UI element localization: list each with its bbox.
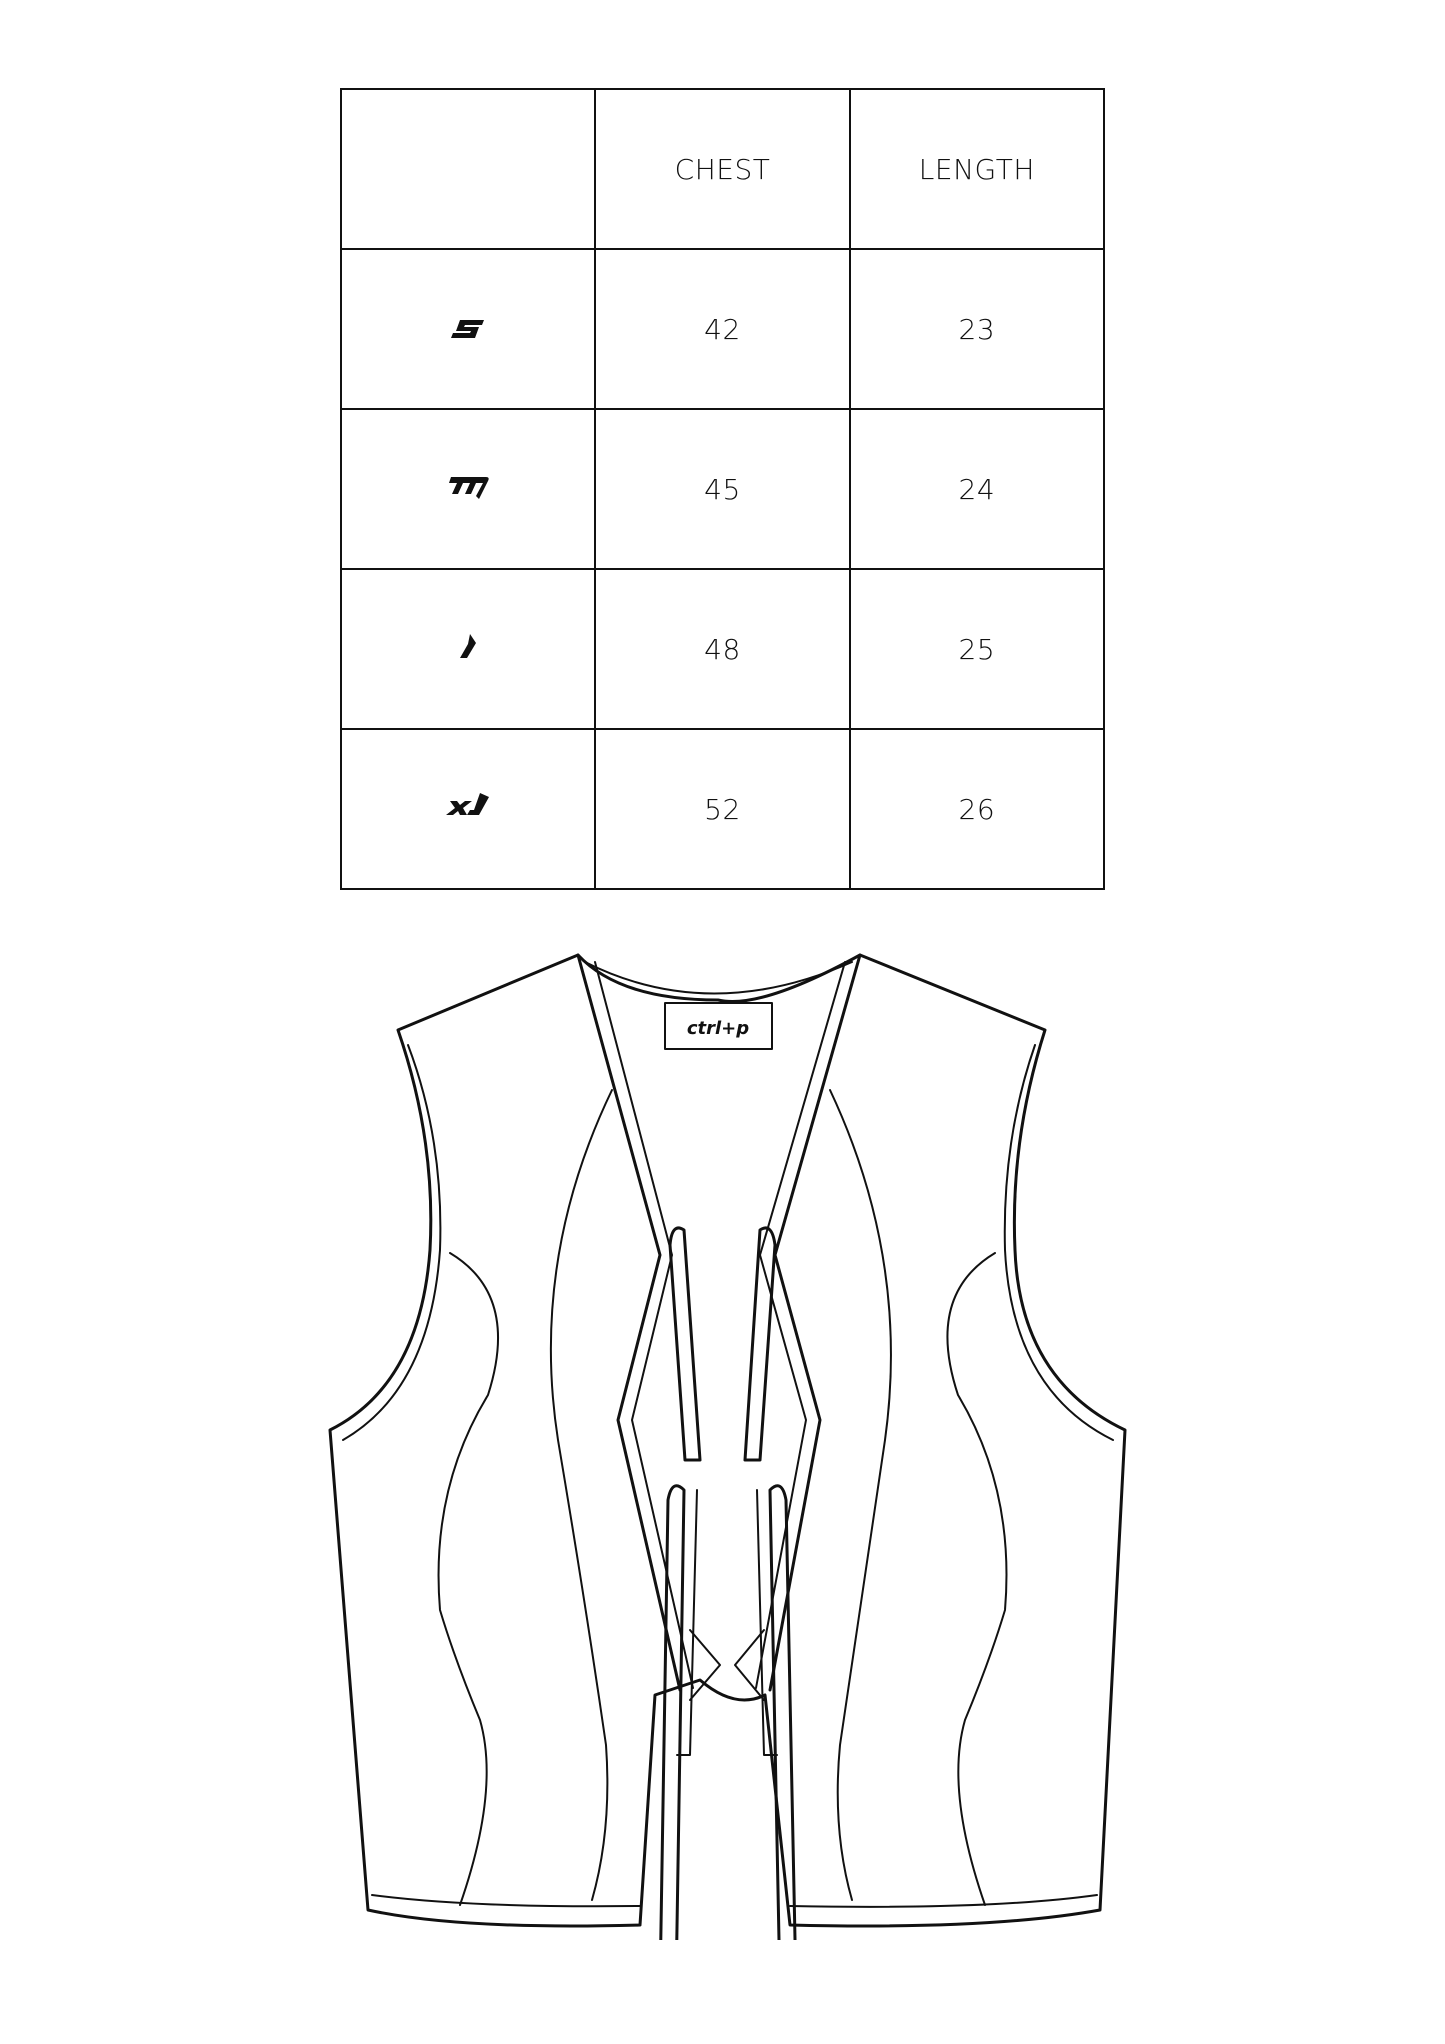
vest-outline xyxy=(330,955,1125,1926)
length-cell: 26 xyxy=(850,729,1104,889)
size-cell-m xyxy=(341,409,595,569)
chest-cell: 42 xyxy=(595,249,849,409)
length-cell: 25 xyxy=(850,569,1104,729)
hem-binding xyxy=(790,1895,1097,1907)
right-side-panel-seam xyxy=(947,1253,1006,1905)
table-row xyxy=(341,409,1104,569)
size-cell-xl xyxy=(341,729,595,889)
left-princess-seam xyxy=(551,1090,612,1900)
left-front-placket xyxy=(578,955,680,1690)
chest-cell: 48 xyxy=(595,569,849,729)
table-row xyxy=(341,729,1104,889)
left-upper-tie xyxy=(670,1228,700,1460)
table-header-row xyxy=(341,89,1104,249)
header-cell-size xyxy=(341,89,595,249)
left-armhole-binding xyxy=(343,1045,440,1440)
table-row xyxy=(341,249,1104,409)
size-xl-glyph xyxy=(446,793,490,819)
table-row xyxy=(341,569,1104,729)
chest-cell: 45 xyxy=(595,409,849,569)
size-m-glyph xyxy=(446,475,490,499)
vest-technical-drawing xyxy=(300,940,1160,1940)
length-cell: 24 xyxy=(850,409,1104,569)
size-s-glyph xyxy=(451,319,485,339)
chest-cell: 52 xyxy=(595,729,849,889)
right-princess-seam xyxy=(830,1090,891,1900)
right-upper-tie xyxy=(745,1228,775,1460)
left-side-panel-seam xyxy=(439,1253,499,1905)
size-cell-l xyxy=(341,569,595,729)
size-l-glyph xyxy=(459,633,477,659)
size-chart-table xyxy=(340,88,1105,890)
neck-label-logo: ctrl+p xyxy=(686,1018,750,1039)
header-cell-length: LENGTH xyxy=(850,89,1104,249)
length-cell: 23 xyxy=(850,249,1104,409)
vest-icon xyxy=(300,940,1160,1940)
header-cell-chest: CHEST xyxy=(595,89,849,249)
back-neck-line xyxy=(585,962,852,994)
left-hanging-tie xyxy=(660,1486,684,1940)
hem-binding xyxy=(372,1895,640,1906)
size-cell-s xyxy=(341,249,595,409)
